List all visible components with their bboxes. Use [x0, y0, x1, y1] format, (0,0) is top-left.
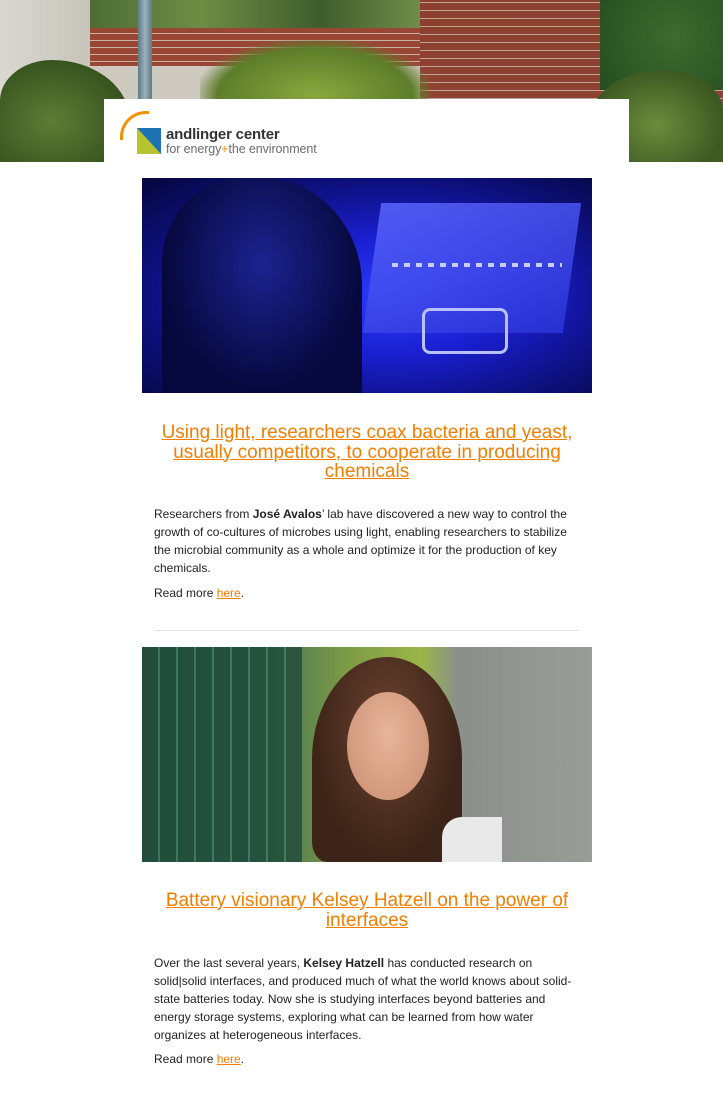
article-image-lab[interactable]	[142, 178, 592, 393]
tiled-wall	[142, 647, 302, 862]
researcher-name: José Avalos	[252, 507, 322, 521]
article-summary: Over the last several years, Kelsey Hatzell has conducted research on solid|solid interfaces, and produced much of what the world knows about solid-state batteries today. Now she is studying interfaces beyond batteries and energy storage systems, exploring what can be learned from how water organizes at heterogeneous interfaces.	[154, 956, 572, 1042]
article-title-link[interactable]: Using light, researchers coax bacteria and yeast, usually competitors, to cooperate in producing chemicals	[161, 422, 573, 482]
portrait-shirt	[442, 817, 502, 862]
article-summary: Researchers from José Avalos’ lab have discovered a new way to control the growth of co-cultures of microbes using light, enabling researchers to stabilize the microbial community as a whole and optimize it for the production of key chemicals.	[154, 507, 567, 575]
logo-title: andlinger center	[166, 126, 280, 143]
lamp-pole	[138, 0, 152, 110]
read-more-line: Read more here.	[154, 1052, 245, 1066]
led-strip	[392, 263, 562, 267]
article-title-link[interactable]: Battery visionary Kelsey Hatzell on the power of interfaces	[165, 890, 569, 931]
researcher-silhouette	[162, 178, 362, 393]
logo-mark-icon	[137, 128, 161, 154]
read-more-link[interactable]: here	[216, 586, 241, 600]
researcher-name: Kelsey Hatzell	[303, 956, 385, 970]
portrait-face	[347, 692, 429, 800]
read-more-link[interactable]: here	[216, 1052, 241, 1066]
andlinger-center-logo[interactable]	[120, 111, 360, 157]
article-image-portrait[interactable]	[142, 647, 592, 862]
read-more-line: Read more here.	[154, 586, 245, 600]
article-divider	[154, 630, 579, 631]
background-trees	[80, 0, 440, 30]
header-logo-card	[104, 99, 629, 162]
sample-holder	[422, 308, 508, 354]
logo-subtitle: for energy+the environment	[166, 142, 317, 156]
